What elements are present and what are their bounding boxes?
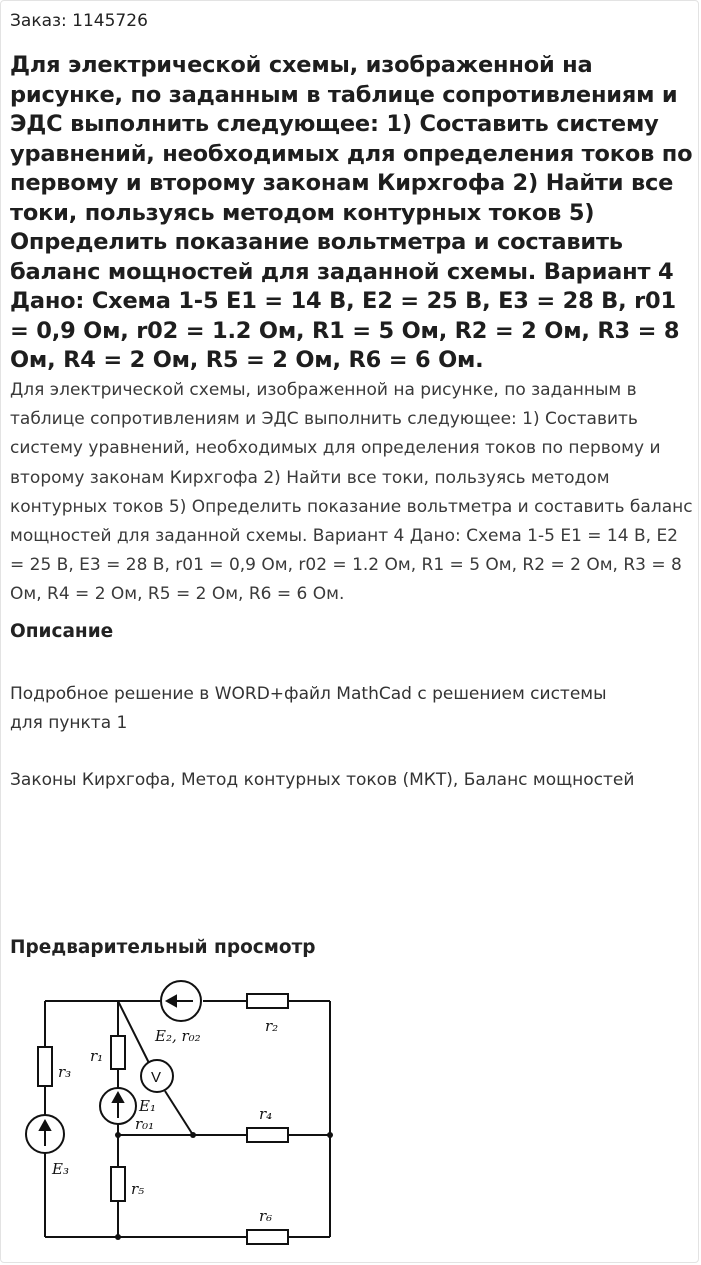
label-e2: E₂, r₀₂ [155,1027,201,1045]
voltmeter-label: V [151,1069,162,1086]
label-r2: r₂ [265,1017,279,1035]
task-title: Для электрической схемы, изображенной на рисунке, по заданным в таблице сопротивлениям и ЭДС выполнить следующее: 1) Составить систему уравнений, необходимых для определения токов по первому и второму законам Кирхгофа 2) Найти все токи, пользуясь методом контурных токов 5) Определить показание вольтметра и составить баланс мощностей для заданной схемы. Вариант 4 Дано: Схема 1-5 E1 = 14 В, E2 = 25 В, E3 = 28 В, r01 = 0,9 Ом, r02 = 1.2 Ом, R1 = 5 Ом, R2 = 2 Ом, R3 = 8 Ом, R4 = 2 Ом, R5 = 2 Ом, R6 = 6 Ом. [10,52,693,373]
circuit-preview-image [15,979,345,1249]
label-r6: r₆ [259,1207,273,1225]
label-r4: r₄ [259,1105,273,1123]
preview-heading: Предварительный просмотр [10,937,316,958]
description-line-2: для пункта 1 [10,713,128,733]
description-line-1: Подробное решение в WORD+файл MathCad с решением системы [10,684,607,704]
label-e1: E₁ [139,1097,156,1115]
label-e3: E₃ [52,1160,69,1178]
label-r5: r₅ [131,1180,145,1198]
order-number: Заказ: 1145726 [10,11,148,31]
task-description: Для электрической схемы, изображенной на рисунке, по заданным в таблице сопротивлениям и ЭДС выполнить следующее: 1) Составить систему уравнений, необходимых для определения токов по первому и второму законам Кирхгофа 2) Найти все токи, пользуясь методом контурных токов 5) Определить показание вольтметра и составить баланс мощностей для заданной схемы. Вариант 4 Дано: Схема 1-5 E1 = 14 В, E2 = 25 В, E3 = 28 В, r01 = 0,9 Ом, r02 = 1.2 Ом, R1 = 5 Ом, R2 = 2 Ом, R3 = 8 Ом, R4 = 2 Ом, R5 = 2 Ом, R6 = 6 Ом. [10,380,693,605]
label-r1: r₁ [90,1047,104,1065]
label-r3: r₃ [58,1063,72,1081]
label-r01: r₀₁ [135,1115,155,1133]
circuit-diagram [15,979,345,1249]
topic-tags: Законы Кирхгофа, Метод контурных токов (МКТ), Баланс мощностей [10,770,635,790]
description-heading: Описание [10,621,114,642]
